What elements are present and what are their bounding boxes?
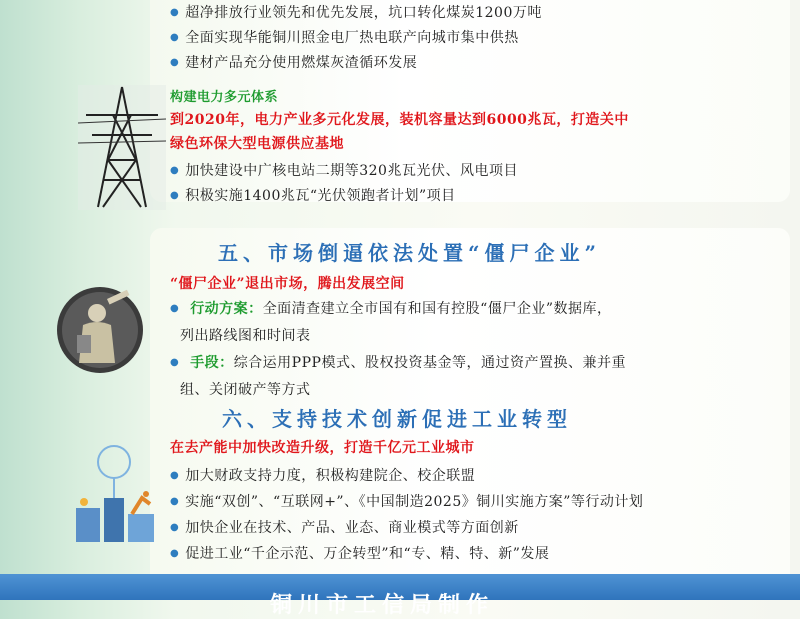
power-subtitle: 构建电力多元体系	[170, 90, 279, 105]
list-item: ● 加快建设中广核电站二期等320兆瓦光伏、风电项目	[170, 160, 518, 180]
power-tower-image	[78, 85, 166, 210]
power-goal-line-1: 到2020年，电力产业多元化发展，装机容量达到6000兆瓦，打造关中	[170, 112, 629, 128]
list-item: ● 行动方案：全面清查建立全市国有和国有控股“僵尸企业”数据库，	[170, 298, 612, 318]
list-item: ● 促进工业“千企示范、万企转型”和“专、精、特、新”发展	[170, 543, 549, 563]
section-6-subtitle: 在去产能中加快改造升级，打造千亿元工业城市	[170, 440, 475, 456]
list-item: ● 积极实施1400兆瓦“光伏领跑者计划”项目	[170, 185, 456, 205]
zombie-enterprise-image	[55, 285, 145, 375]
list-item: ● 全面实现华能铜川照金电厂热电联产向城市集中供热	[170, 27, 519, 47]
section-5-subtitle: “僵尸企业”退出市场，腾出发展空间	[170, 276, 405, 292]
section-5-title: 五、市场倒逼依法处置“僵尸企业”	[218, 241, 602, 265]
footer-bar	[0, 574, 800, 618]
list-item: ● 实施“双创”、“互联网+”、《中国制造2025》铜川实施方案”等行动计划	[170, 491, 643, 511]
list-item: ● 手段：综合运用PPP模式、股权投资基金等，通过资产置换、兼并重	[170, 352, 626, 372]
list-item-continuation: 列出路线图和时间表	[180, 328, 311, 344]
list-item: ● 建材产品充分使用燃煤灰渣循环发展	[170, 52, 417, 72]
footer-credit: 铜川市工信局制作	[270, 592, 495, 618]
list-item: ● 超净排放行业领先和优先发展，坑口转化煤炭1200万吨	[170, 2, 542, 22]
section-6-title: 六、支持技术创新促进工业转型	[222, 407, 572, 431]
list-item: ● 加大财政支持力度，积极构建院企、校企联盟	[170, 465, 475, 485]
power-goal-line-2: 绿色环保大型电源供应基地	[170, 136, 344, 152]
factory-innovation-image	[70, 438, 162, 546]
list-item: ● 加快企业在技术、产品、业态、商业模式等方面创新	[170, 517, 519, 537]
list-item-continuation: 组、关闭破产等方式	[180, 382, 311, 398]
